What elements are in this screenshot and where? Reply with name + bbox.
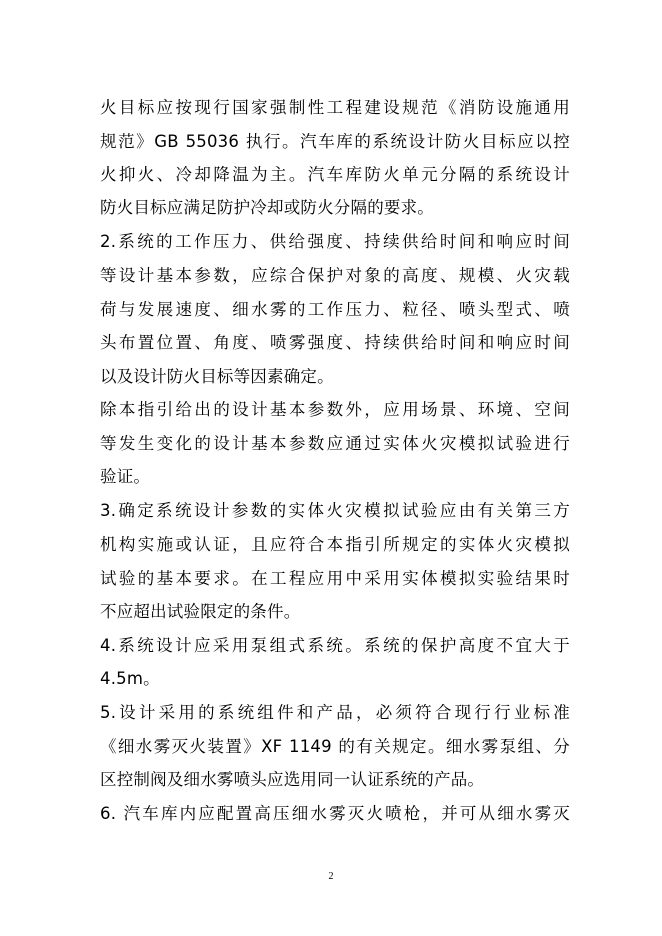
text-line: 2.系统的工作压力、供给强度、持续供给时间和响应时间: [100, 232, 570, 251]
text-line: 等设计基本参数，应综合保护对象的高度、规模、火灾载: [100, 266, 570, 285]
text-line: 规范》GB 55036 执行。汽车库的系统设计防火目标应以控: [100, 132, 570, 151]
text-line: 除本指引给出的设计基本参数外，应用场景、环境、空间: [100, 400, 570, 419]
text-line: 等发生变化的设计基本参数应通过实体火灾模拟试验进行: [100, 434, 570, 453]
text-line: 5.设计采用的系统组件和产品，必须符合现行行业标准: [100, 703, 570, 722]
text-line: 机构实施或认证，且应符合本指引所规定的实体火灾模拟: [100, 535, 570, 554]
text-line: 头布置位置、角度、喷雾强度、持续供给时间和响应时间: [100, 333, 570, 352]
page-number: 2: [328, 871, 334, 882]
text-line: 区控制阀及细水雾喷头应选用同一认证系统的产品。: [100, 770, 485, 789]
text-line: 火抑火、冷却降温为主。汽车库防火单元分隔的系统设计: [100, 165, 570, 184]
text-line: 验证。: [100, 467, 151, 486]
text-line: 不应超出试验限定的条件。: [100, 602, 301, 621]
text-line: 4.5m。: [100, 669, 160, 688]
text-line: 火目标应按现行国家强制性工程建设规范《消防设施通用: [100, 98, 570, 117]
text-line: 以及设计防火目标等因素确定。: [100, 367, 334, 386]
text-line: 《细水雾灭火装置》XF 1149 的有关规定。细水雾泵组、分: [100, 737, 570, 756]
text-line: 3.确定系统设计参数的实体火灾模拟试验应由有关第三方: [100, 501, 570, 520]
text-line: 4.系统设计应采用泵组式系统。系统的保护高度不宜大于: [100, 636, 570, 655]
text-line: 荷与发展速度、细水雾的工作压力、粒径、喷头型式、喷: [100, 300, 570, 319]
text-line: 6. 汽车库内应配置高压细水雾灭火喷枪，并可从细水雾灭: [100, 804, 570, 823]
text-line: 试验的基本要求。在工程应用中采用实体模拟实验结果时: [100, 569, 570, 588]
text-line: 防火目标应满足防护冷却或防火分隔的要求。: [100, 198, 434, 217]
